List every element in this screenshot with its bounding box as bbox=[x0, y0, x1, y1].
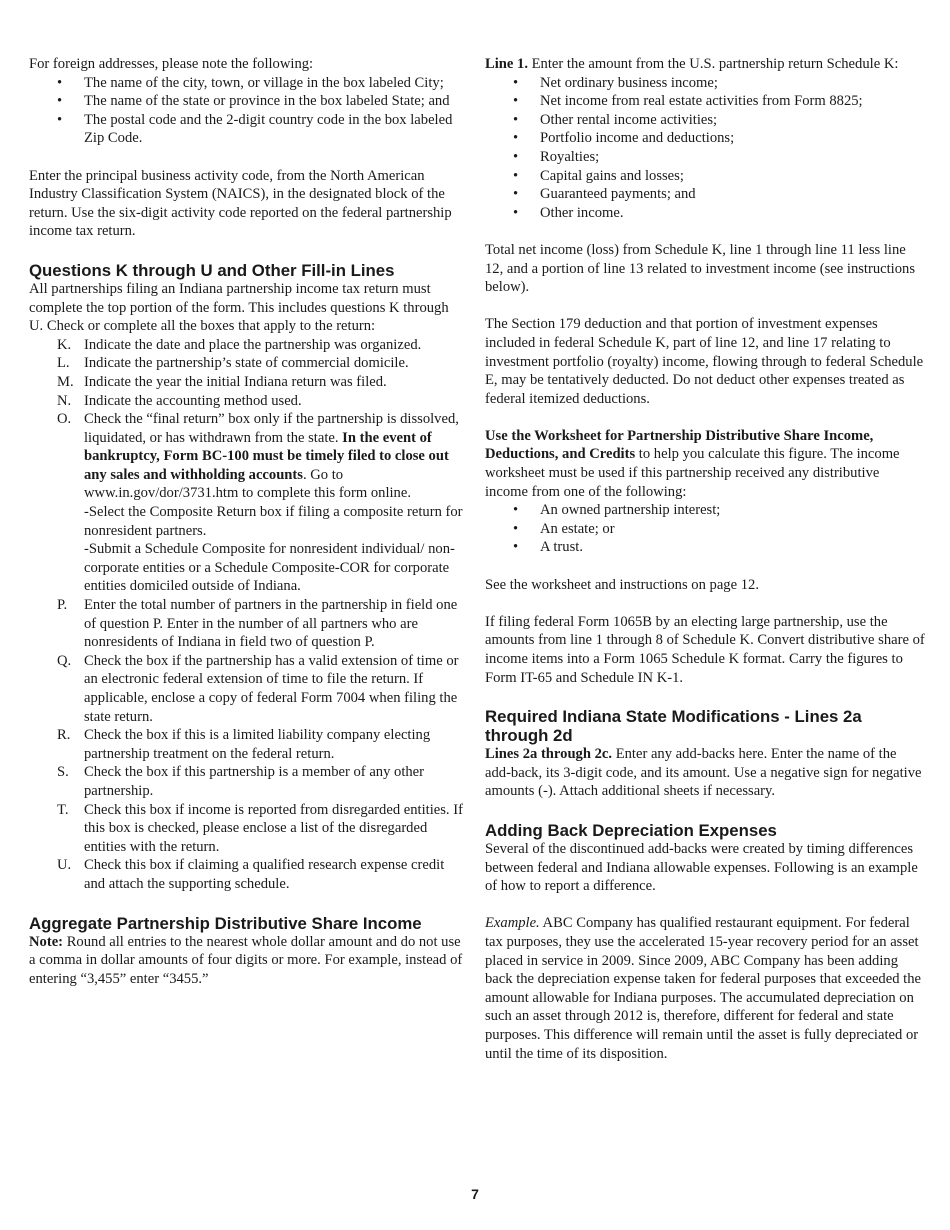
list-item: • Net income from real estate activities from Form 8825; bbox=[485, 92, 925, 111]
line1-label: Line 1. bbox=[485, 56, 528, 72]
page-number: 7 bbox=[471, 1186, 479, 1202]
question-item-o bbox=[29, 410, 466, 596]
list-item: • The postal code and the 2-digit country code in the box labeled Zip Code. bbox=[29, 111, 466, 148]
note-text: Round all entries to the nearest whole dollar amount and do not use a comma in dollar amounts of four digits or more. For example, instead of entering “3,455” enter “3455.” bbox=[29, 933, 463, 987]
question-item bbox=[29, 392, 466, 411]
question-text: . Go to www.in.gov/dor/3731.htm to complete this form online. bbox=[84, 466, 411, 502]
foreign-address-list bbox=[29, 74, 466, 148]
question-item bbox=[29, 652, 466, 726]
list-item: • A trust. bbox=[485, 538, 925, 557]
question-text: Indicate the partnership’s state of commercial domicile. bbox=[84, 355, 409, 372]
composite-return-note: -Select the Composite Return box if filing a composite return for nonresident partners. bbox=[84, 504, 463, 539]
question-item bbox=[29, 763, 466, 800]
question-letter: T. bbox=[57, 801, 69, 818]
question-text: Check the “final return” box only if the partnership is dissolved, liquidated, or has withdrawn from the state. bbox=[84, 411, 459, 446]
list-item: • Portfolio income and deductions; bbox=[485, 129, 925, 148]
question-letter: S. bbox=[57, 764, 69, 781]
list-item: • Capital gains and losses; bbox=[485, 167, 925, 186]
list-item: • The name of the city, town, or village in the box labeled City; bbox=[29, 74, 466, 93]
bankruptcy-notice: In the event of bankruptcy, Form BC-100 must be timely filed to close out any sales and withholding accounts bbox=[84, 429, 449, 483]
total-net-income-paragraph: Total net income (loss) from Schedule K, line 1 through line 11 less line 12, and a portion of line 13 related to investment income (see instructions below). bbox=[485, 241, 916, 296]
form-1065b-paragraph: If filing federal Form 1065B by an electing large partnership, use the amounts from line 1 through 8 of Schedule K. Convert distributive share of income items into a Form 1065 Schedule K format. Carry the figures to Form IT-65 and Schedule IN K-1. bbox=[485, 613, 925, 686]
question-item bbox=[29, 373, 466, 392]
note-paragraph bbox=[29, 933, 466, 989]
right-column bbox=[485, 55, 925, 1063]
depreciation-paragraph: Several of the discontinued add-backs were created by timing differences between federal and Indiana allowable expenses. Following is an example of how to report a difference. bbox=[485, 840, 918, 895]
questions-intro: All partnerships filing an Indiana partnership income tax return must complete the top portion of the form. This includes questions K through U. Check or complete all the boxes that apply to the return: bbox=[29, 280, 449, 335]
example-label: Example. bbox=[485, 915, 540, 932]
question-text: Indicate the year the initial Indiana return was filed. bbox=[84, 373, 387, 390]
question-item bbox=[29, 801, 466, 857]
question-letter: Q. bbox=[57, 652, 72, 669]
questions-list bbox=[29, 336, 466, 894]
question-text: Check this box if claiming a qualified research expense credit and attach the supporting schedule. bbox=[84, 857, 445, 892]
question-text: Enter the total number of partners in the partnership in field one of question P. Enter in the number of all partners who are nonresidents of Indiana in field two of question P. bbox=[84, 597, 458, 651]
example-paragraph bbox=[485, 914, 925, 1063]
aggregate-heading: Aggregate Partnership Distributive Share Income bbox=[29, 913, 422, 933]
list-item: • The name of the state or province in the box labeled State; and bbox=[29, 92, 466, 111]
list-item: • Guaranteed payments; and bbox=[485, 185, 925, 204]
worksheet-text: to help you calculate this figure. The income worksheet must be used if this partnership received any distributive income from one of the following: bbox=[485, 446, 900, 500]
question-text: Check this box if income is reported from disregarded entities. If this box is checked, please enclose a list of the disregarded entities with the return. bbox=[84, 801, 463, 855]
question-letter: O. bbox=[57, 411, 72, 428]
line1-list bbox=[485, 74, 925, 223]
required-modifications-heading: Required Indiana State Modifications - Lines 2a through 2d bbox=[485, 707, 862, 746]
lines-2a-2c-label: Lines 2a through 2c. bbox=[485, 746, 613, 763]
schedule-composite-note: -Submit a Schedule Composite for nonresident individual/ non-corporate entities or a Schedule Composite-COR for corporate entities domiciled outside of Indiana. bbox=[84, 541, 455, 595]
section-179-paragraph: The Section 179 deduction and that portion of investment expenses included in federal Schedule K, part of line 12, and line 17 relating to investment portfolio (royalty) income, flowing through to federal Schedule E, may be tentatively deducted. Do not deduct other expenses treated as federal itemized deductions. bbox=[485, 316, 924, 407]
list-item: • Other rental income activities; bbox=[485, 111, 925, 130]
question-item bbox=[29, 726, 466, 763]
see-worksheet-paragraph: See the worksheet and instructions on page 12. bbox=[485, 576, 759, 593]
question-letter: R. bbox=[57, 727, 71, 744]
lines-2a-2c-text: Enter any add-backs here. Enter the name of the add-back, its 3-digit code, and its amount. Use a negative sign for negative amounts (-). Attach additional sheets if necessary. bbox=[485, 746, 922, 800]
list-item: • An estate; or bbox=[485, 520, 925, 539]
question-letter: P. bbox=[57, 597, 68, 614]
question-letter: K. bbox=[57, 336, 72, 353]
question-item bbox=[29, 856, 466, 893]
naics-paragraph: Enter the principal business activity code, from the North American Industry Classification System (NAICS), in the designated block of the return. Use the six-digit activity code reported on the federal partnership income tax return. bbox=[29, 167, 452, 240]
questions-heading: Questions K through U and Other Fill-in Lines bbox=[29, 260, 395, 280]
question-item bbox=[29, 354, 466, 373]
worksheet-title: Use the Worksheet for Partnership Distributive Share Income, Deductions, and Credits bbox=[485, 427, 874, 463]
foreign-intro: For foreign addresses, please note the following: bbox=[29, 56, 314, 72]
question-item bbox=[29, 336, 466, 355]
lines-2a-2c-paragraph bbox=[485, 745, 925, 801]
question-letter: L. bbox=[57, 355, 70, 372]
question-text: Check the box if this partnership is a member of any other partnership. bbox=[84, 764, 425, 799]
left-column bbox=[29, 55, 466, 988]
question-letter: U. bbox=[57, 857, 72, 874]
question-text: Indicate the date and place the partnership was organized. bbox=[84, 336, 422, 353]
line1-text: Enter the amount from the U.S. partnership return Schedule K: bbox=[527, 56, 899, 72]
list-item: • Royalties; bbox=[485, 148, 925, 167]
worksheet-list bbox=[485, 501, 925, 557]
worksheet-paragraph bbox=[485, 427, 925, 501]
depreciation-heading: Adding Back Depreciation Expenses bbox=[485, 820, 777, 840]
question-text: Check the box if the partnership has a valid extension of time or an electronic federal extension of time to file the return. If applicable, enclose a copy of federal Form 7004 when filing the state return. bbox=[84, 652, 459, 725]
line1-intro bbox=[485, 55, 925, 74]
question-item bbox=[29, 596, 466, 652]
note-label: Note: bbox=[29, 933, 64, 950]
list-item: • An owned partnership interest; bbox=[485, 501, 925, 520]
question-letter: N. bbox=[57, 392, 72, 409]
question-text: Check the box if this is a limited liability company electing partnership treatment on the federal return. bbox=[84, 727, 431, 762]
question-letter: M. bbox=[57, 373, 74, 390]
example-text: ABC Company has qualified restaurant equipment. For federal tax purposes, they use the accelerated 15-year recovery period for an asset placed in service in 2009. Since 2009, ABC Company has been adding back the depreciation expense taken for federal purposes that exceeded the amount allowable for Indiana purposes. The accumulated depreciation on such an asset through 2012 is, therefore, different for federal and state purposes. This difference will remain until the asset is fully depreciated or until the time of its disposition. bbox=[485, 915, 921, 1062]
question-text: Indicate the accounting method used. bbox=[84, 392, 302, 409]
list-item: • Net ordinary business income; bbox=[485, 74, 925, 93]
list-item: • Other income. bbox=[485, 204, 925, 223]
